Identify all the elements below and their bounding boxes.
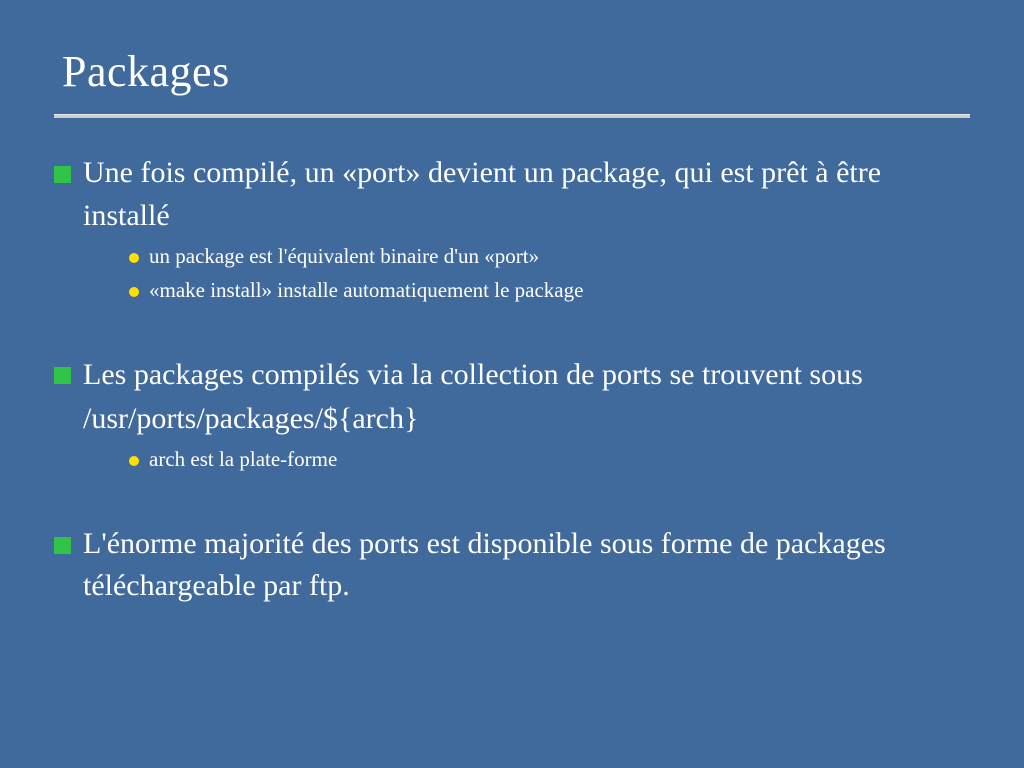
square-bullet-icon <box>54 367 71 384</box>
dot-bullet-icon <box>129 456 139 466</box>
bullet-level1-text: Les packages compilés via la collection de ports se trouvent sous /usr/ports/packages/${arch} <box>83 358 863 435</box>
bullet-level1-text: L'énorme majorité des ports est disponible sous forme de packages téléchargeable par ftp. <box>83 526 886 603</box>
bullet-level1 <box>54 353 974 440</box>
sub-bullet-list <box>129 444 974 474</box>
bullet-block <box>54 523 974 608</box>
bullet-level2 <box>129 444 974 474</box>
title-divider <box>54 114 970 118</box>
bullet-level2 <box>129 275 974 305</box>
bullet-level1-text: Une fois compilé, un «port» devient un package, qui est prêt à être installé <box>83 156 882 232</box>
page-title: Packages <box>62 47 230 96</box>
spacer <box>54 331 974 353</box>
slide-content <box>54 152 974 634</box>
bullet-level2-text: arch est la plate-forme <box>149 447 338 472</box>
square-bullet-icon <box>54 537 71 554</box>
bullet-level2-text: un package est l'équivalent binaire d'un «port» <box>149 244 540 269</box>
bullet-level2-text: «make install» installe automatiquement le package <box>149 277 584 302</box>
bullet-level2 <box>129 241 974 271</box>
dot-bullet-icon <box>129 287 139 297</box>
bullet-block <box>54 152 974 305</box>
sub-bullet-list <box>129 241 974 305</box>
dot-bullet-icon <box>129 253 139 263</box>
bullet-block <box>54 353 974 474</box>
spacer <box>54 501 974 523</box>
bullet-level1 <box>54 523 974 608</box>
bullet-level1 <box>54 152 974 237</box>
square-bullet-icon <box>54 166 71 183</box>
